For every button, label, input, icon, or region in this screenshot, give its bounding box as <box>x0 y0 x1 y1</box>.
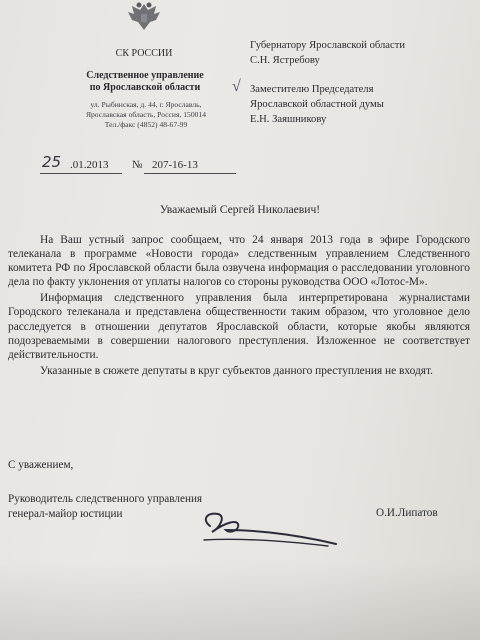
signer-role <box>8 492 202 522</box>
outgoing-number: 207-16-13 <box>152 159 198 171</box>
body-paragraph: Информация следственного управления была интерпретирована журналистами Городского телеканала и представлена общественности таким образом, что уголовное дело расследуется в отношении депутатов Ярославской области, которые якобы являются подозреваемыми в совершении налогового преступления. Изложенное не соответствует действительности. <box>8 292 470 361</box>
date-underline <box>40 173 122 174</box>
department-line-2: по Ярославской области <box>89 82 201 93</box>
recipient-line: Е.Н. Заяшникову <box>250 114 327 125</box>
letter-body <box>8 233 470 378</box>
recipient-line: С.Н. Ястребову <box>250 55 320 66</box>
letter-greeting: Уважаемый Сергей Николаевич! <box>159 203 321 216</box>
handwritten-day: 25 <box>42 153 62 171</box>
body-paragraph: На Ваш устный запрос сообщаем, что 24 января 2013 года в эфире Городского телеканала в программе «Новости города» следственным управлением Следственного комитета РФ по Ярославской области была озвучена информация о расследовании уголовного дела по факту уклонения от уплаты налогов со стороны руководства ООО «Лотос-М». <box>8 234 470 289</box>
date-number-row <box>40 153 240 176</box>
address-line-2: Ярославская область, Россия, 150014 <box>85 110 207 119</box>
closing-phrase: С уважением, <box>8 459 74 471</box>
photo-shadow <box>0 560 480 640</box>
signer-name: О.И.Липатов <box>376 507 438 519</box>
sender-address <box>64 100 228 130</box>
number-sign: № <box>132 159 143 171</box>
signer-role-line-1: Руководитель следственного управления <box>8 493 203 505</box>
phone-line: Тел./факс (4852) 48-67-99 <box>104 120 188 129</box>
recipient-line: Губернатору Ярославской области <box>250 40 406 51</box>
signer-role-line-2: генерал-майор юстиции <box>8 508 123 520</box>
eagle-emblem-icon <box>120 0 168 36</box>
handwritten-signature <box>196 500 346 550</box>
recipient-deputy-chairman <box>250 82 384 127</box>
date-month-year: .01.2013 <box>70 159 109 171</box>
org-title: СК РОССИИ <box>115 48 173 59</box>
recipient-line: Ярославской областной думы <box>250 99 384 110</box>
address-line-1: ул. Рыбинская, д. 44, г. Ярославль, <box>90 100 202 109</box>
department-name <box>60 70 230 94</box>
department-line-1: Следственное управление <box>86 70 204 81</box>
number-underline <box>144 173 236 174</box>
recipient-governor <box>250 38 405 68</box>
recipient-line: Заместителю Председателя <box>250 84 374 95</box>
checkmark-icon: √ <box>232 78 241 95</box>
body-paragraph: Указанные в сюжете депутаты в круг субъектов данного преступления не входят. <box>40 364 434 377</box>
